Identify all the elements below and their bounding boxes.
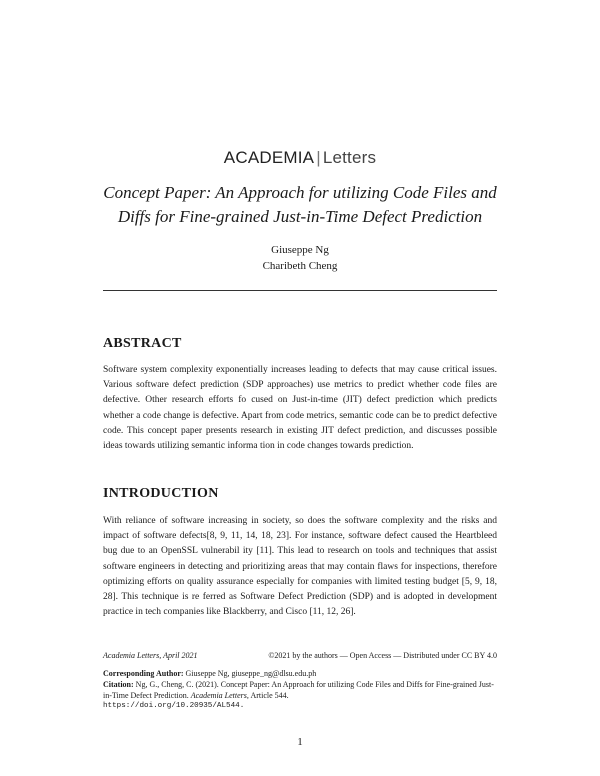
title-line-1: Concept Paper: An Approach for utilizing Code Files and	[103, 183, 497, 202]
citation	[103, 679, 497, 701]
citation-text: Ng, G., Cheng, C. (2021). Concept Paper: An Approach for utilizing Code Files and Diffs for Fine-grained Just-in-Time Defect Prediction.	[103, 680, 494, 700]
journal-masthead	[0, 148, 600, 168]
introduction-heading: INTRODUCTION	[103, 486, 219, 501]
corresponding-label: Corresponding Author:	[103, 669, 184, 678]
masthead-separator: |	[316, 148, 321, 167]
introduction-text: With reliance of software increasing in society, so does the software complexity and the risks and impact of software defects[8, 9, 11, 14, 18, 23]. For instance, software defect caused the Heartbleed bug due to an OpenSSL vulnerabil ity [11]. This lead to research on tools and techniques that assist software engineers in detecting and prioritizing areas that may contain flaws for inspections, therefore optimizing efforts on quality assurance especially for companies with limited testing budget [5, 9, 18, 28]. This technique is re ferred as Software Defect Prediction (SDP) and is adopted in development practice in tech companies like Blackberry, and Cisco [11, 12, 26].	[103, 516, 497, 618]
masthead-sub: Letters	[322, 148, 377, 167]
corresponding-value: Giuseppe Ng, giuseppe_ng@dlsu.edu.ph	[185, 669, 317, 678]
footer-meta	[103, 650, 497, 661]
title-divider	[103, 290, 497, 291]
page-number: 1	[297, 736, 303, 748]
masthead-brand: ACADEMIA	[223, 148, 315, 167]
footer-citation-block	[103, 668, 497, 712]
paper-title	[80, 181, 520, 229]
author-2: Charibeth Cheng	[262, 260, 338, 272]
citation-label: Citation:	[103, 680, 134, 689]
abstract-heading: ABSTRACT	[103, 336, 182, 351]
citation-journal: Academia Letters	[190, 691, 247, 700]
footer-journal: Academia Letters, April 2021	[103, 651, 198, 660]
author-1: Giuseppe Ng	[271, 244, 329, 256]
citation-article: , Article 544.	[246, 691, 289, 700]
author-list	[0, 242, 600, 274]
doi-link[interactable]: https://doi.org/10.20935/AL544.	[103, 702, 245, 710]
abstract-text: Software system complexity exponentially increases leading to defects that may cause critical issues. Various software defect prediction (SDP approaches) use metrics to predict whether code files are defective. Other research efforts fo cused on Just-in-time (JIT) defect prediction which predicts whether a code change is defective. Apart from code metrics, semantic code can be to predict defective code. This concept paper presents research in existing JIT defect prediction, and discusses possible ideas towards utilizing semantic informa tion in code changes towards prediction.	[103, 365, 497, 452]
footer-license: ©2021 by the authors — Open Access — Distributed under CC BY 4.0	[268, 651, 497, 660]
title-line-2: Diffs for Fine-grained Just-in-Time Defect Prediction	[117, 207, 483, 226]
corresponding-author	[103, 668, 497, 679]
